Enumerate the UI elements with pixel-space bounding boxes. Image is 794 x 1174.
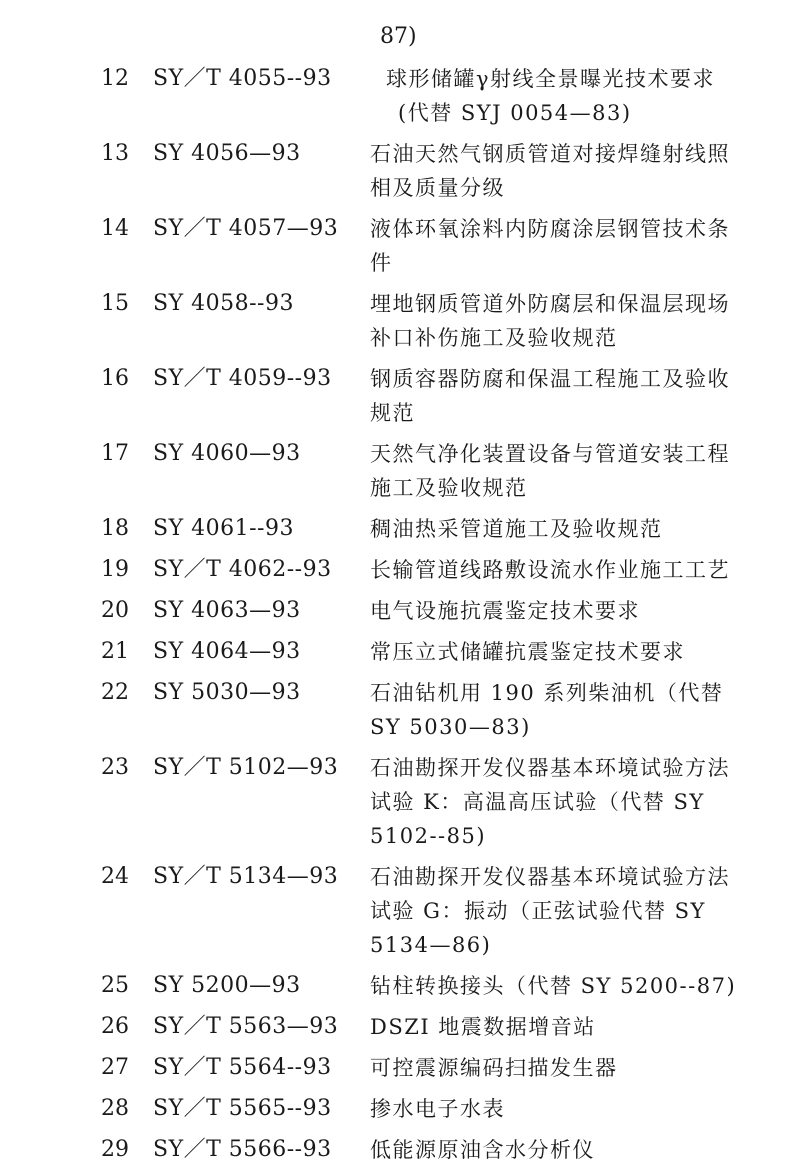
standards-list [0, 62, 794, 1174]
entry-number: 19 [101, 557, 129, 582]
list-item [0, 676, 794, 744]
title-line: DSZI 地震数据增音站 [370, 1015, 596, 1039]
standard-title [370, 137, 775, 205]
standard-code: SY／T 4059--93 [153, 366, 332, 391]
standard-title [370, 1133, 775, 1167]
title-line: SY 5030—83) [370, 715, 531, 739]
standard-title [370, 594, 775, 628]
list-item [0, 594, 794, 628]
title-line: 规范 [370, 401, 415, 425]
standard-code: SY／T 5102—93 [153, 755, 339, 780]
standard-title [370, 362, 775, 430]
title-line: 天然气净化装置设备与管道安装工程 [370, 442, 730, 466]
standard-title [370, 676, 775, 744]
standard-title [370, 512, 775, 546]
entry-number: 22 [101, 680, 129, 705]
list-item [0, 860, 794, 962]
standard-title [370, 635, 775, 669]
list-item [0, 137, 794, 205]
title-line: 常压立式储罐抗震鉴定技术要求 [370, 640, 685, 664]
title-line: 试验 K：高温高压试验（代替 SY [370, 790, 705, 814]
standard-title [370, 437, 775, 505]
standard-code: SY 4064—93 [153, 639, 301, 664]
standard-title [370, 1051, 775, 1085]
entry-number: 17 [101, 441, 129, 466]
title-line: 相及质量分级 [370, 176, 505, 200]
standard-code: SY／T 5565--93 [153, 1096, 332, 1121]
list-item [0, 437, 794, 505]
entry-number: 16 [101, 366, 129, 391]
standard-code: SY 4060—93 [153, 441, 301, 466]
entry-number: 28 [101, 1096, 129, 1121]
list-item [0, 751, 794, 853]
title-line: 石油勘探开发仪器基本环境试验方法 [370, 756, 730, 780]
standard-title [370, 751, 775, 853]
title-line: 施工及验收规范 [370, 476, 528, 500]
list-item [0, 62, 794, 130]
entry-number: 23 [101, 755, 129, 780]
entry-number: 14 [101, 216, 129, 241]
title-line: 低能源原油含水分析仪 [370, 1138, 595, 1162]
title-line: 球形储罐γ射线全景曝光技术要求 [386, 67, 716, 91]
list-item [0, 635, 794, 669]
standard-code: SY／T 4057—93 [153, 216, 339, 241]
title-line: 件 [370, 251, 393, 275]
entry-number: 21 [101, 639, 129, 664]
title-line: 石油钻机用 190 系列柴油机（代替 [370, 681, 724, 705]
list-item [0, 362, 794, 430]
entry-number: 24 [101, 864, 129, 889]
title-line: 长输管道线路敷设流水作业施工工艺 [370, 558, 730, 582]
entry-number: 27 [101, 1055, 129, 1080]
title-line: 钢质容器防腐和保温工程施工及验收 [370, 367, 730, 391]
standard-title [370, 212, 775, 280]
title-line: 埋地钢质管道外防腐层和保温层现场 [370, 292, 730, 316]
title-line: 5134—86) [370, 933, 492, 957]
continuation-text: 87) [380, 24, 417, 49]
list-item [0, 1092, 794, 1126]
entry-number: 20 [101, 598, 129, 623]
list-item [0, 1051, 794, 1085]
title-line: 可控震源编码扫描发生器 [370, 1056, 618, 1080]
standard-code: SY 4061--93 [153, 516, 294, 541]
standard-code: SY／T 5134—93 [153, 864, 339, 889]
standard-title [370, 969, 775, 1003]
title-line: 试验 G：振动（正弦试验代替 SY [370, 899, 706, 923]
standard-code: SY 4058--93 [153, 291, 294, 316]
standard-title [370, 1092, 775, 1126]
standard-code: SY 4063—93 [153, 598, 301, 623]
standard-title [370, 860, 775, 962]
title-line: 钻柱转换接头（代替 SY 5200--87) [370, 974, 737, 998]
standard-code: SY／T 5566--93 [153, 1137, 332, 1162]
list-item [0, 553, 794, 587]
title-line: 液体环氧涂料内防腐涂层钢管技术条 [370, 217, 730, 241]
title-line: 补口补伤施工及验收规范 [370, 326, 618, 350]
title-line: (代替 SYJ 0054—83) [398, 101, 632, 125]
entry-number: 26 [101, 1014, 129, 1039]
standard-title [370, 62, 775, 130]
standard-code: SY 4056—93 [153, 141, 301, 166]
standard-code: SY／T 5563—93 [153, 1014, 339, 1039]
list-item [0, 212, 794, 280]
list-item [0, 969, 794, 1003]
list-item [0, 287, 794, 355]
standard-title [370, 287, 775, 355]
standard-code: SY 5030—93 [153, 680, 301, 705]
standard-title [370, 1010, 775, 1044]
standard-code: SY／T 4062--93 [153, 557, 332, 582]
title-line: 掺水电子水表 [370, 1097, 505, 1121]
title-line: 电气设施抗震鉴定技术要求 [370, 599, 640, 623]
entry-number: 12 [101, 66, 129, 91]
entry-number: 13 [101, 141, 129, 166]
standard-code: SY 5200—93 [153, 973, 301, 998]
title-line: 石油天然气钢质管道对接焊缝射线照 [370, 142, 730, 166]
title-line: 5102--85) [370, 824, 487, 848]
entry-number: 15 [101, 291, 129, 316]
standard-code: SY／T 5564--93 [153, 1055, 332, 1080]
standard-code: SY／T 4055--93 [153, 66, 332, 91]
standard-title [370, 553, 775, 587]
list-item [0, 1133, 794, 1167]
entry-number: 18 [101, 516, 129, 541]
title-line: 稠油热采管道施工及验收规范 [370, 517, 663, 541]
entry-number: 25 [101, 973, 129, 998]
list-item [0, 512, 794, 546]
title-line: 石油勘探开发仪器基本环境试验方法 [370, 865, 730, 889]
entry-number: 29 [101, 1137, 129, 1162]
list-item [0, 1010, 794, 1044]
